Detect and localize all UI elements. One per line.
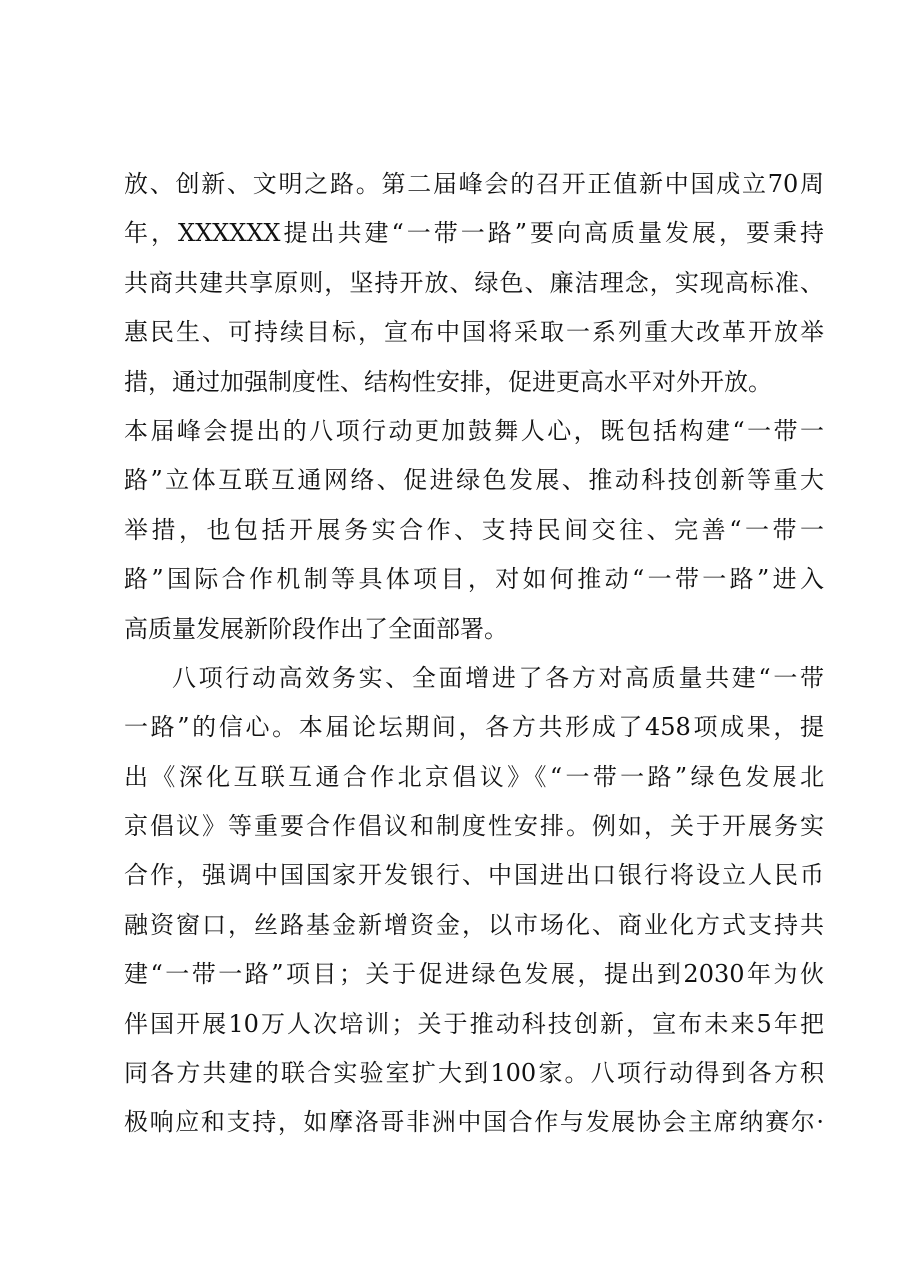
text-line: 共商共建共享原则，坚持开放、绿色、廉洁理念，实现高标准、 bbox=[124, 268, 824, 297]
text-line: 放、创新、文明之路。第二届峰会的召开正值新中国成立70周 bbox=[124, 170, 824, 198]
text-line: 一路”的信心。本届论坛期间，各方共形成了458项成果，提 bbox=[124, 713, 824, 742]
text-line: 极响应和支持，如摩洛哥非洲中国合作与发展协会主席纳赛尔· bbox=[124, 1108, 824, 1137]
body-text bbox=[124, 160, 824, 1148]
text-line: 惠民生、可持续目标，宣布中国将采取一系列重大改革开放举 bbox=[124, 318, 824, 347]
text-line: 融资窗口，丝路基金新增资金，以市场化、商业化方式支持共 bbox=[124, 910, 824, 939]
text-line: 路”立体互联互通网络、促进绿色发展、推动科技创新等重大 bbox=[124, 466, 824, 495]
text-line: 本届峰会提出的八项行动更加鼓舞人心，既包括构建“一带一 bbox=[124, 416, 824, 445]
text-line: 建“一带一路”项目；关于促进绿色发展，提出到2030年为伙 bbox=[124, 960, 824, 989]
text-line: 合作，强调中国国家开发银行、中国进出口银行将设立人民币 bbox=[124, 861, 824, 890]
text-line: 年，XXXXXX提出共建“一带一路”要向高质量发展，要秉持 bbox=[124, 219, 824, 248]
text-line: 举措，也包括开展务实合作、支持民间交往、完善“一带一 bbox=[124, 515, 824, 544]
text-line: 高质量发展新阶段作出了全面部署。 bbox=[124, 614, 508, 643]
text-line: 伴国开展10万人次培训；关于推动科技创新，宣布未来5年把 bbox=[124, 1009, 824, 1038]
text-line: 措，通过加强制度性、结构性安排，促进更高水平对外开放。 bbox=[124, 367, 772, 396]
text-line: 八项行动高效务实、全面增进了各方对高质量共建“一带 bbox=[172, 663, 824, 692]
text-line: 同各方共建的联合实验室扩大到100家。八项行动得到各方积 bbox=[124, 1059, 824, 1088]
text-line: 路”国际合作机制等具体项目，对如何推动“一带一路”进入 bbox=[124, 565, 824, 594]
text-line: 出《深化互联互通合作北京倡议》《“一带一路”绿色发展北 bbox=[124, 762, 824, 791]
text-line: 京倡议》等重要合作倡议和制度性安排。例如，关于开展务实 bbox=[124, 812, 824, 841]
